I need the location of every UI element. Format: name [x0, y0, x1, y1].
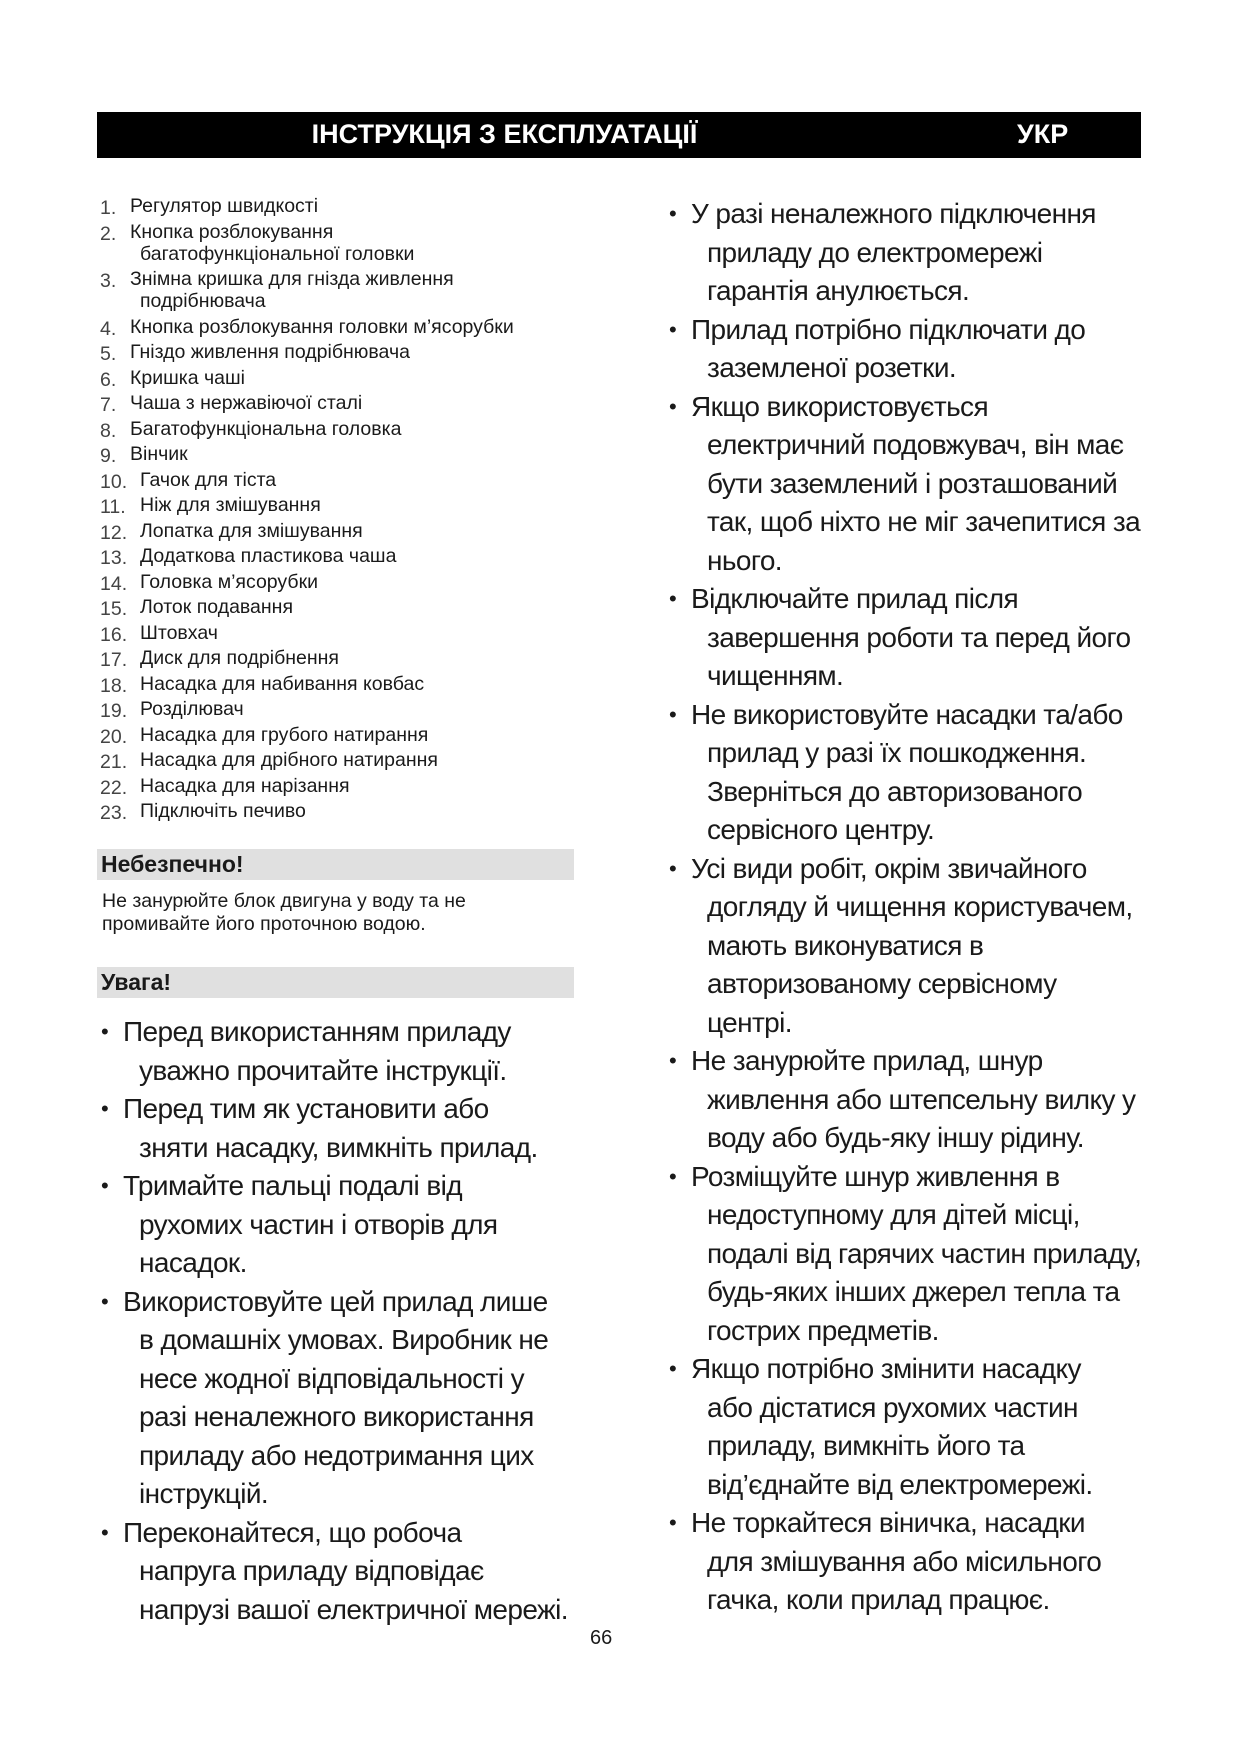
- warning-text-line: так, щоб ніхто не міг зачепитися за: [707, 506, 1141, 537]
- part-number: 2.: [100, 222, 117, 245]
- warning-text-line: Розміщуйте шнур живлення в: [691, 1160, 1060, 1192]
- warning-text-line: Не занурюйте прилад, шнур: [691, 1045, 1043, 1076]
- warning-item: [667, 195, 1167, 311]
- warning-text-line: нього.: [707, 544, 782, 576]
- part-label: Насадка для дрібного натирання: [140, 749, 438, 771]
- bullet-icon: •: [669, 855, 677, 881]
- part-item: [98, 596, 578, 618]
- part-number: 6.: [100, 368, 117, 391]
- warning-text-line: живлення або штепсельну вилку у: [707, 1083, 1136, 1115]
- part-item: [98, 571, 578, 593]
- warning-text-line: уважно прочитайте інструкції.: [139, 1054, 507, 1086]
- part-label: подрібнювача: [140, 290, 266, 312]
- bullet-icon: •: [669, 701, 677, 727]
- warning-item: [99, 1283, 589, 1514]
- warning-item: [667, 1504, 1167, 1620]
- bullet-icon: •: [101, 1519, 109, 1545]
- bullet-icon: •: [669, 201, 677, 226]
- bullet-icon: •: [101, 1288, 109, 1314]
- danger-text-line: промивайте його проточною водою.: [102, 913, 426, 935]
- bullet-icon: •: [669, 1048, 677, 1073]
- warning-text-line: подалі від гарячих частин приладу,: [707, 1237, 1142, 1269]
- part-label: Головка м’ясорубки: [140, 570, 318, 593]
- part-label: Розділювач: [140, 698, 244, 720]
- part-label: Знімна кришка для гнізда живлення: [130, 268, 454, 290]
- warning-text-line: в домашніх умовах. Виробник не: [139, 1324, 549, 1355]
- part-number: 23.: [100, 802, 128, 824]
- bullet-icon: •: [101, 1173, 109, 1198]
- part-number: 12.: [100, 521, 128, 544]
- warning-text-line: від’єднайте від електромережі.: [707, 1468, 1093, 1500]
- part-item: [98, 195, 578, 217]
- warning-text-line: Усі види робіт, окрім звичайного: [691, 852, 1087, 884]
- part-label: Штовхач: [140, 621, 218, 644]
- warning-text-line: Прилад потрібно підключати до: [691, 313, 1086, 345]
- warning-text-line: Переконайтеся, що робоча: [123, 1516, 462, 1548]
- bullet-icon: •: [669, 1163, 677, 1189]
- warning-text-line: зняти насадку, вимкніть прилад.: [139, 1131, 538, 1163]
- warning-item: [667, 1158, 1167, 1351]
- warning-text-line: для змішування або місильного: [707, 1545, 1102, 1577]
- warning-item: [667, 311, 1167, 388]
- part-number: 16.: [100, 623, 128, 646]
- part-item: [98, 647, 578, 669]
- bullet-icon: •: [669, 586, 677, 611]
- part-number: 20.: [100, 725, 128, 748]
- part-number: 8.: [100, 419, 117, 442]
- part-label: Багатофункціональна головка: [130, 417, 402, 440]
- part-item: [98, 749, 578, 771]
- warning-text-line: Не використовуйте насадки та/або: [691, 698, 1123, 730]
- part-label: Додаткова пластикова чаша: [140, 545, 397, 567]
- part-item: [98, 775, 578, 797]
- part-number: 9.: [100, 445, 117, 467]
- part-item: [98, 392, 578, 414]
- warning-text-line: прилад у разі їх пошкодження.: [707, 737, 1087, 768]
- part-item: [98, 221, 578, 265]
- warning-text-line: приладу до електромережі: [707, 236, 1043, 268]
- part-label: Кнопка розблокування: [130, 220, 334, 243]
- part-label: Насадка для нарізання: [140, 774, 350, 797]
- part-label: багатофункціональної головки: [140, 242, 415, 265]
- warning-text-line: гострих предметів.: [707, 1314, 939, 1346]
- part-number: 17.: [100, 649, 128, 671]
- part-item: [98, 443, 578, 465]
- danger-text-line: Не занурюйте блок двигуна у воду та не: [102, 890, 466, 912]
- warning-text-line: Перед використанням приладу: [123, 1016, 511, 1047]
- part-number: 22.: [100, 776, 128, 799]
- warning-text-line: напрузі вашої електричної мережі.: [139, 1593, 568, 1625]
- part-item: [98, 800, 578, 822]
- part-item: [98, 316, 578, 338]
- warning-text-line: бути заземлений і розташований: [707, 467, 1118, 499]
- part-label: Гачок для тіста: [140, 468, 277, 491]
- warning-text-line: Якщо потрібно змінити насадку: [691, 1353, 1081, 1384]
- part-label: Чаша з нержавіючої сталі: [130, 392, 363, 414]
- warning-item: [667, 696, 1167, 850]
- part-item: [98, 494, 578, 516]
- page-number: 66: [590, 1627, 613, 1649]
- warning-item: [667, 1042, 1167, 1158]
- part-number: 18.: [100, 674, 128, 697]
- bullet-icon: •: [669, 1510, 677, 1535]
- part-label: Лоток подавання: [140, 596, 294, 618]
- part-label: Вінчик: [130, 443, 188, 465]
- warning-text-line: інструкцій.: [139, 1478, 269, 1509]
- part-number: 5.: [100, 343, 117, 365]
- caution-heading: Увага!: [97, 967, 574, 998]
- warning-text-line: гарантія анулюється.: [707, 275, 970, 306]
- page-header: [97, 112, 1141, 158]
- warning-text-line: центрі.: [707, 1006, 792, 1038]
- bullet-icon: •: [669, 393, 677, 419]
- part-number: 14.: [100, 572, 128, 595]
- warning-text-line: завершення роботи та перед його: [707, 621, 1131, 653]
- warning-text-line: рухомих частин і отворів для: [139, 1208, 498, 1240]
- warning-item: [667, 580, 1167, 696]
- part-item: [98, 545, 578, 567]
- part-item: [98, 698, 578, 720]
- part-number: 13.: [100, 547, 128, 569]
- warning-item: [99, 1090, 589, 1167]
- warning-text-line: Не торкайтеся віничка, насадки: [691, 1507, 1085, 1538]
- danger-heading: Небезпечно!: [97, 849, 574, 880]
- danger-text: [102, 890, 572, 936]
- warning-text-line: гачка, коли прилад працює.: [707, 1584, 1050, 1615]
- part-number: 11.: [100, 496, 126, 518]
- warning-text-line: заземленої розетки.: [707, 352, 957, 383]
- warning-text-line: будь-яких інших джерел тепла та: [707, 1276, 1120, 1307]
- warning-item: [667, 388, 1167, 581]
- warning-text-line: авторизованому сервісному: [707, 968, 1057, 999]
- part-label: Диск для подрібнення: [140, 647, 339, 669]
- parts-list: [98, 195, 578, 826]
- warning-text-line: напруга приладу відповідає: [139, 1555, 484, 1586]
- warning-text-line: недоступному для дітей місці,: [707, 1199, 1080, 1230]
- part-label: Насадка для набивання ковбас: [140, 672, 425, 695]
- part-label: Ніж для змішування: [140, 494, 321, 516]
- part-number: 3.: [100, 270, 117, 292]
- warning-text-line: електричний подовжувач, він має: [707, 429, 1124, 460]
- warning-text-line: У разі неналежного підключення: [691, 198, 1096, 229]
- bullet-icon: •: [669, 316, 677, 342]
- warning-text-line: чищенням.: [707, 660, 844, 691]
- part-item: [98, 418, 578, 440]
- warning-text-line: Відключайте прилад після: [691, 583, 1019, 614]
- bullet-icon: •: [669, 1356, 677, 1381]
- part-label: Насадка для грубого натирання: [140, 723, 429, 746]
- warning-text-line: Тримайте пальці подалі від: [123, 1170, 462, 1201]
- part-number: 21.: [100, 751, 128, 773]
- part-label: Кришка чаші: [130, 366, 245, 389]
- warning-text-line: Перед тим як установити або: [123, 1093, 489, 1124]
- warning-item: [99, 1013, 589, 1090]
- part-item: [98, 367, 578, 389]
- part-number: 15.: [100, 598, 128, 620]
- warning-item: [99, 1514, 589, 1630]
- warning-item: [99, 1167, 589, 1283]
- warning-text-line: сервісного центру.: [707, 814, 935, 845]
- bullet-icon: •: [101, 1019, 109, 1044]
- part-number: 1.: [100, 197, 117, 219]
- right-warning-list: [667, 195, 1167, 1620]
- bullet-icon: •: [101, 1096, 109, 1121]
- part-number: 4.: [100, 317, 117, 340]
- part-number: 7.: [100, 394, 117, 416]
- warning-text-line: Використовуйте цей прилад лише: [123, 1285, 548, 1317]
- part-item: [98, 622, 578, 644]
- warning-text-line: приладу, вимкніть його та: [707, 1430, 1025, 1461]
- part-item: [98, 341, 578, 363]
- part-item: [98, 520, 578, 542]
- part-item: [98, 724, 578, 746]
- part-item: [98, 268, 578, 312]
- warning-text-line: разі неналежного використання: [139, 1401, 534, 1432]
- warning-text-line: Зверніться до авторизованого: [707, 775, 1083, 807]
- warning-text-line: Якщо використовується: [691, 390, 989, 422]
- part-label: Підключіть печиво: [140, 800, 306, 822]
- warning-text-line: мають виконуватися в: [707, 929, 984, 961]
- warning-text-line: догляду й чищення користувачем,: [707, 891, 1133, 922]
- part-number: 10.: [100, 470, 128, 493]
- warning-text-line: несе жодної відповідальності у: [139, 1362, 524, 1394]
- warning-text-line: насадок.: [139, 1247, 247, 1278]
- part-item: [98, 673, 578, 695]
- warning-text-line: приладу або недотримання цих: [139, 1439, 534, 1471]
- warning-item: [667, 1350, 1167, 1504]
- header-title: ІНСТРУКЦІЯ З ЕКСПЛУАТАЦІЇ: [311, 119, 698, 149]
- part-label: Лопатка для змішування: [140, 519, 363, 542]
- language-code: УКР: [1017, 119, 1069, 149]
- part-label: Регулятор швидкості: [130, 195, 319, 217]
- part-label: Гніздо живлення подрібнювача: [130, 341, 410, 363]
- warning-item: [667, 850, 1167, 1043]
- part-number: 19.: [100, 700, 128, 722]
- part-item: [98, 469, 578, 491]
- warning-text-line: або дістатися рухомих частин: [707, 1391, 1078, 1423]
- left-warning-list: [99, 1013, 589, 1629]
- part-label: Кнопка розблокування головки м’ясорубки: [130, 315, 514, 338]
- warning-text-line: воду або будь-яку іншу рідину.: [707, 1122, 1084, 1153]
